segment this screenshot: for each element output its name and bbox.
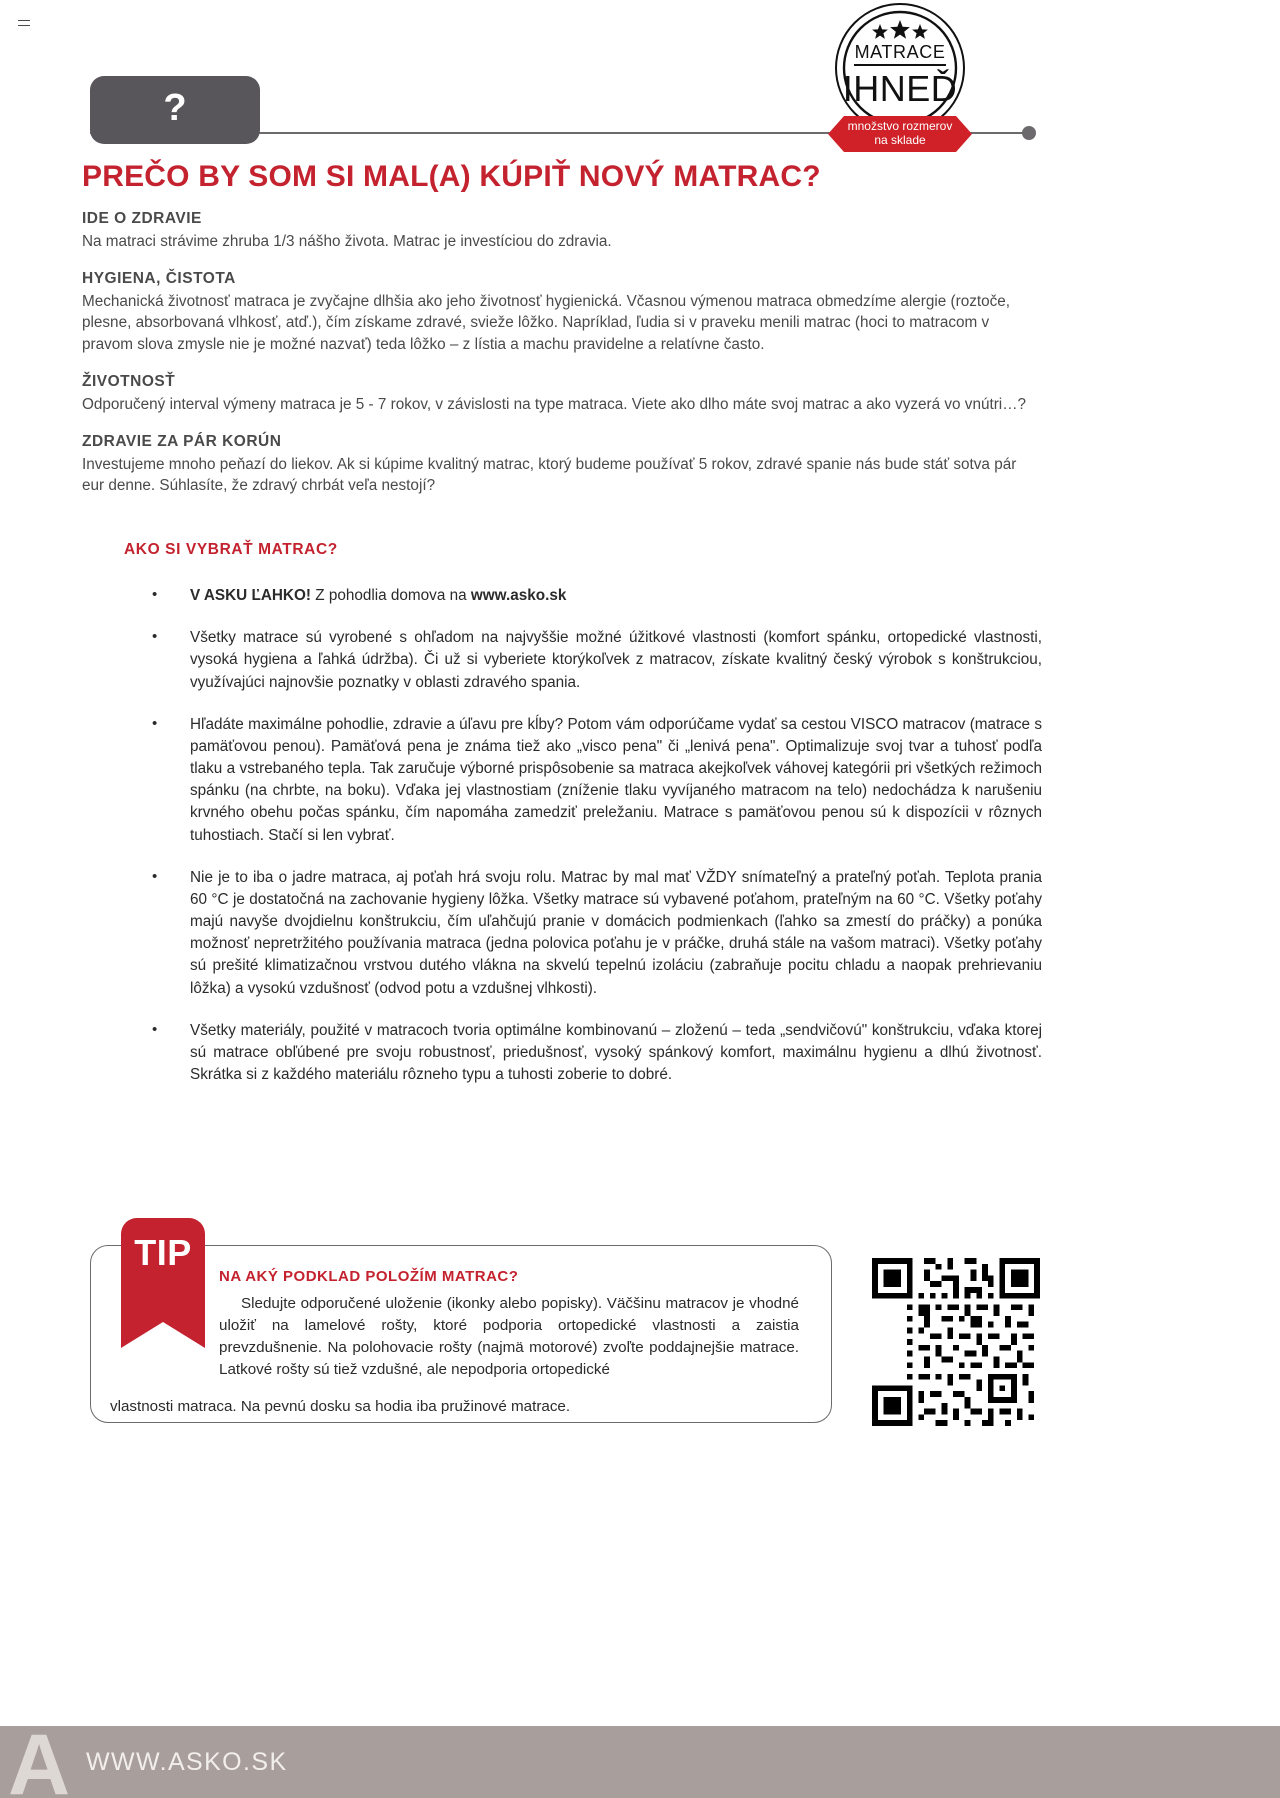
list-item	[150, 585, 1042, 607]
page-title: PREČO BY SOM SI MAL(A) KÚPIŤ NOVÝ MATRAC?	[82, 160, 821, 193]
badge-ribbon-line2: na sklade	[874, 133, 926, 147]
badge-svg	[810, 2, 990, 152]
asko-logo-letter: A	[8, 1730, 71, 1798]
section-heading: ZDRAVIE ZA PÁR KORÚN	[82, 432, 282, 450]
tip-body-text: Sledujte odporučené uloženie (ikonky alebo popisky). Väčšinu matracov je vhodné uložiť na lamelové rošty, ktoré podporia ortopedické vlastnosti a zaistia prevzdušnenie. Na polohovacie rošty (najmä motorové) zvoľte poddajnejšie matrace. Latkové rošty sú tiež vzdušné, ale nepodporia ortopedické	[219, 1295, 799, 1379]
tip-heading: NA AKÝ PODKLAD POLOŽÍM MATRAC?	[219, 1268, 519, 1285]
footer-url[interactable]: WWW.ASKO.SK	[86, 1748, 288, 1776]
badge-line2: IHNEĎ	[842, 68, 958, 109]
choose-heading: AKO SI VYBRAŤ MATRAC?	[124, 541, 338, 559]
choose-bullet-list	[124, 585, 1042, 1086]
matrace-ihned-badge	[810, 2, 990, 152]
main-content	[82, 160, 1042, 1106]
page-footer	[0, 1726, 1280, 1798]
bullet-mid-text: Z pohodlia domova na	[310, 587, 471, 605]
section-text: Na matraci strávime zhruba 1/3 nášho života. Matrac je investíciou do zdravia.	[82, 233, 612, 250]
section-heading: HYGIENA, ČISTOTA	[82, 269, 236, 287]
page-header	[0, 60, 1280, 155]
list-item: • Hľadáte maximálne pohodlie, zdravie a úľavu pre kĺby? Potom vám odporúčame vydať sa cestou VISCO matracov (matrace s pamäťovou penou). Pamäťová pena je známa tiež ako „visco pena" či „lenivá pena". Optimalizuje svoj tvar a tuhosť podľa tlaku a vstrebaného tepla. Tak zaručuje výborné prispôsobenie sa matraca akejkoľvek váhovej kategórii pri všetkých režimoch spánku (na chrbte, na boku). Vďaka jej vlastnostiam (zníženie tlaku vyvíjaného matracom na telo) nedochádza k narušeniu krvného obehu počas spánku, čím napomáha zamedziť preležaniu. Matrace s pamäťovou penou sú k dispozícii v rôznych tuhostiach. Stačí si len vybrať.	[150, 714, 1042, 847]
section-zdravie	[82, 210, 1042, 253]
section-heading: IDE O ZDRAVIE	[82, 210, 202, 227]
crop-mark-icon	[18, 20, 30, 26]
section-heading: ŽIVOTNOSŤ	[82, 372, 176, 390]
header-rule-dot-icon	[1022, 126, 1036, 140]
section-text: Mechanická životnosť matraca je zvyčajne dlhšia ako jeho životnosť hygienická. Včasnou výmenou matraca obmedzíme alergie (roztoče, plesne, absorbovaná vlhkosť, atď.), čím získame zdravé, svieže lôžko. Napríklad, ľudia si v praveku menili matrac (hoci to matracom v pravom slova zmysle nie je možné nazvať) teda lôžko – z lístia a machu pravidelne a relatívne často.	[82, 292, 1011, 354]
list-item: • Nie je to iba o jadre matraca, aj poťah hrá svoju rolu. Matrac by mal mať VŽDY snímateľný a prateľný poťah. Teplota prania 60 °C je dostatočná na zachovanie hygieny lôžka. Všetky matrace sú vybavené poťahom, prateľným na 60 °C. Všetky poťahy majú navyše dvojdielnu konštrukciu, čím uľahčujú pranie v domácich podmienkach (ľahko sa zmestí do práčky) a ponúka možnosť nepretržitého používania matraca (jedna polovica poťahu je v práčke, druhá stále na vašom matraci). Všetky poťahy sú prešité klimatizačnou vrstvou dutého vlákna na skvelú tepelnú izoláciu (zabraňuje pocitu chladu a naopak prehrievaniu lôžka) a vysokú vzdušnosť (odvod potu a vzdušnej vlhkosti).	[150, 867, 1042, 1000]
tip-body-overflow-text: vlastnosti matraca. Na pevnú dosku sa hodia iba pružinové matrace.	[110, 1398, 571, 1415]
section-hygiena	[82, 270, 1042, 356]
tip-flag-badge	[121, 1218, 205, 1322]
list-item: • Všetky materiály, použité v matracoch tvoria optimálne kombinovanú – zloženú – teda „sendvičovú" konštrukciu, vďaka ktorej sú matrace obľúbené pre svoju robustnosť, priedušnosť, vysoký spánkový komfort, maximálnu hygienu a dlhú životnosť. Skrátka si z každého materiálu rôzneho typu a tuhosti zoberie to dobré.	[150, 1020, 1042, 1087]
section-text: Odporučený interval výmeny matraca je 5 - 7 rokov, v závislosti na type matraca. Viete ako dlho máte svoj matrac a ako vyzerá vo vnútri…?	[82, 395, 1026, 413]
badge-line1: MATRACE	[854, 42, 946, 62]
section-zdravie-za-par-korun	[82, 433, 1042, 497]
bullet-bold-prefix: V ASKU ĽAHKO!	[190, 587, 311, 605]
question-mark-icon: ?	[163, 87, 187, 129]
qr-code-svg	[872, 1258, 1040, 1426]
question-tab	[90, 76, 260, 144]
qr-code[interactable]	[872, 1258, 1040, 1426]
choose-mattress-block	[82, 541, 1042, 1086]
section-zivotnost	[82, 373, 1042, 416]
list-item: • Všetky matrace sú vyrobené s ohľadom na najvyššie možné úžitkové vlastnosti (komfort spánku, ortopedické vlastnosti, vysoká hygiena a ľahká údržba). Či už si vyberiete ktorýkoľvek z matracov, získate kvalitný český výrobok s konštrukciou, využívajúci najnovšie poznatky v oblasti zdravého spania.	[150, 627, 1042, 694]
tip-content	[219, 1268, 799, 1381]
badge-ribbon-line1: množstvo rozmerov	[847, 119, 953, 133]
section-text: Investujeme mnoho peňazí do liekov. Ak si kúpime kvalitný matrac, ktorý budeme používať 5 rokov, zdravé spanie nás bude stáť sotva pár eur denne. Súhlasíte, že zdravý chrbát veľa nestojí?	[82, 455, 1017, 495]
tip-label: TIP	[134, 1232, 192, 1273]
bullet-link-text[interactable]: www.asko.sk	[470, 587, 567, 605]
